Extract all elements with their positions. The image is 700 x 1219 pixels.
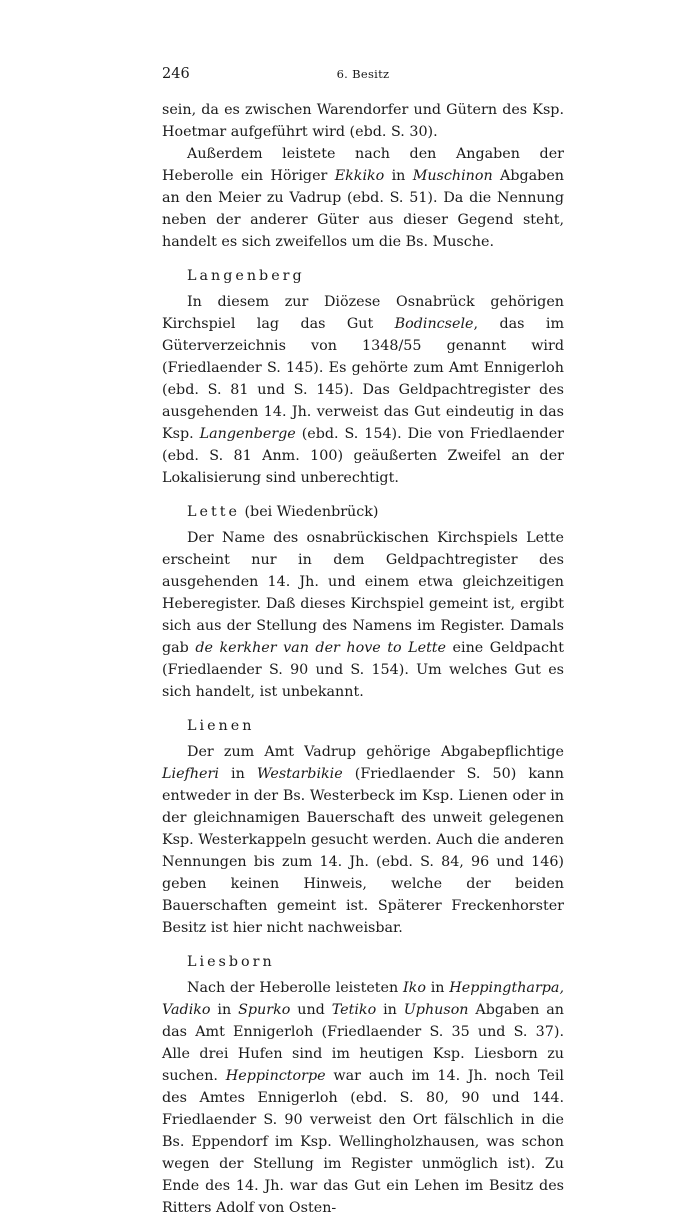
page-header [162, 66, 564, 86]
paragraph: In diesem zur Diözese Osnabrück gehörigen Kirchspiel lag das Gut Bodincsele, das im Güterverzeichnis von 1348/55 genannt wird (Friedlaender S. 145). Es gehörte zum Amt Ennigerloh (ebd. S. 81 und S. 145). Das Geldpachtregister des ausgehenden 14. Jh. verweist das Gut eindeutig in das Ksp. Langenberge (ebd. S. 154). Die von Friedlaender (ebd. S. 81 Anm. 100) geäußerten Zweifel an der Lokalisierung sind unberechtigt. [162, 294, 565, 486]
section-heading [162, 501, 564, 523]
italic-term: Uphuson [403, 1002, 469, 1018]
italic-term: Muschinon [412, 168, 493, 184]
italic-term: Liefheri [162, 766, 219, 782]
italic-term: Tetiko [331, 1002, 377, 1018]
section-heading-title: Lette [187, 504, 240, 520]
italic-term: Bodincsele [394, 316, 474, 332]
italic-term: de kerkher van der hove to Lette [195, 640, 447, 656]
section-heading [162, 265, 564, 287]
italic-term: Heppingtharpa, Vadiko [162, 980, 564, 1018]
section-heading-title: Lienen [187, 718, 255, 734]
italic-term: Ekkiko [334, 168, 385, 184]
italic-term: Heppinctorpe [225, 1068, 326, 1084]
body-text [162, 99, 564, 1219]
paragraph: sein, da es zwischen Warendorfer und Gütern des Ksp. Hoetmar aufgeführt wird (ebd. S. 30). [162, 102, 564, 140]
paragraph: Nach der Heberolle leisteten Iko in Heppingtharpa, Vadiko in Spurko und Tetiko in Uphuson Abgaben an das Amt Ennigerloh (Friedlaender S. 35 und S. 37). Alle drei Hufen sind im heutigen Ksp. Liesborn zu suchen. Heppinctorpe war auch im 14. Jh. noch Teil des Amtes Ennigerloh (ebd. S. 80, 90 und 144. Friedlaender S. 90 verweist den Ort fälschlich in die Bs. Eppendorf im Ksp. Wellingholzhausen, was schon wegen der Stellung im Register unmöglich ist). Zu Ende des 14. Jh. war das Gut ein Lehen im Besitz des Ritters Adolf von Osten- [162, 980, 565, 1216]
italic-term: Spurko [238, 1002, 291, 1018]
page-number: 246 [162, 66, 190, 82]
paragraph: Der Name des osnabrückischen Kirchspiels Lette erscheint nur in dem Geldpachtregister des ausgehenden 14. Jh. und einem etwa gleichzeitigen Heberegister. Daß dieses Kirchspiel gemeint ist, ergibt sich aus der Stellung des Namens im Register. Damals gab de kerkher van der hove to Lette eine Geldpacht (Friedlaender S. 90 und S. 154). Um welches Gut es sich handelt, ist unbekannt. [162, 530, 564, 700]
paragraph: Der zum Amt Vadrup gehörige Abgabepflichtige Liefheri in Westarbikie (Friedlaender S. 50) kann entweder in der Bs. Westerbeck im Ksp. Lienen oder in der gleichnamigen Bauerschaft des unweit gelegenen Ksp. Westerkappeln gesucht werden. Auch die anderen Nennungen bis zum 14. Jh. (ebd. S. 84, 96 und 146) geben keinen Hinweis, welche der beiden Bauerschaften gemeint ist. Späterer Freckenhorster Besitz ist hier nicht nachweisbar. [162, 744, 564, 936]
italic-term: Iko [403, 980, 426, 996]
section-heading-title: Liesborn [187, 954, 275, 970]
section-heading-title: Langenberg [187, 268, 305, 284]
running-title: 6. Besitz [336, 67, 390, 81]
italic-term: Langenberge [199, 426, 296, 442]
italic-term: Westarbikie [256, 766, 343, 782]
section-heading [162, 715, 564, 737]
section-heading [162, 951, 564, 973]
paragraph: Außerdem leistete nach den Angaben der Heberolle ein Höriger Ekkiko in Muschinon Abgaben an den Meier zu Vadrup (ebd. S. 51). Da die Nennung neben der anderer Güter aus dieser Gegend steht, handelt es sich zweifellos um die Bs. Musche. [162, 146, 564, 250]
section-heading-note: (bei Wiedenbrück) [239, 504, 379, 520]
